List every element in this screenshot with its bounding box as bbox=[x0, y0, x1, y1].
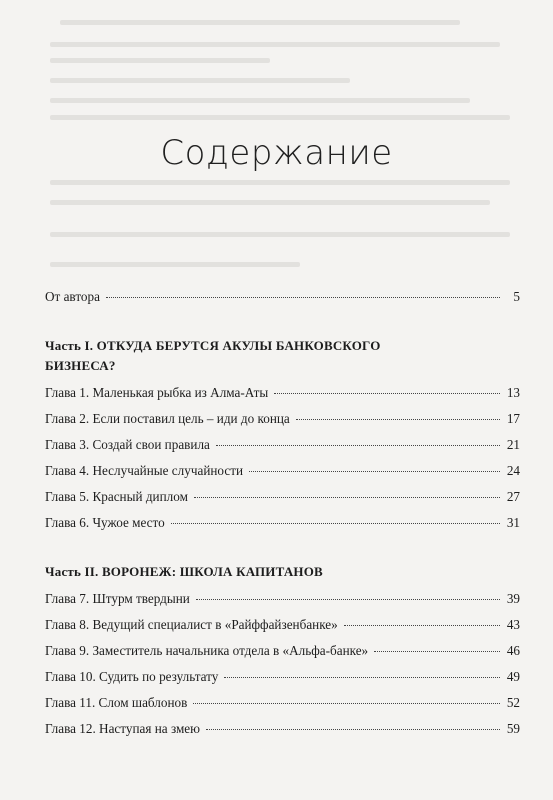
toc-entry-label: Глава 12. Наступая на змею bbox=[45, 721, 201, 736]
toc-entry-label: Глава 2. Если поставил цель – иди до конца bbox=[45, 411, 290, 426]
toc-entry-chapter-2[interactable] bbox=[45, 410, 520, 436]
dot-leader bbox=[344, 625, 500, 626]
toc-entry-page: 31 bbox=[506, 515, 520, 530]
dot-leader bbox=[224, 677, 500, 678]
toc-entry-page: 17 bbox=[506, 411, 520, 426]
toc-entry-page: 52 bbox=[506, 695, 520, 710]
dot-leader bbox=[206, 729, 500, 730]
toc-entry-chapter-1[interactable] bbox=[45, 384, 520, 410]
toc-entry-page: 59 bbox=[506, 721, 520, 736]
toc-entry-intro[interactable] bbox=[45, 288, 520, 314]
dot-leader bbox=[193, 703, 500, 704]
toc-entry-page: 24 bbox=[506, 463, 520, 478]
toc-entry-chapter-11[interactable] bbox=[45, 694, 520, 720]
part-1-heading-line2: БИЗНЕСА? bbox=[45, 358, 116, 373]
toc-entry-chapter-4[interactable] bbox=[45, 462, 520, 488]
toc-entry-chapter-12[interactable] bbox=[45, 720, 520, 746]
toc-entry-chapter-7[interactable] bbox=[45, 590, 520, 616]
dot-leader bbox=[274, 393, 500, 394]
toc-entry-chapter-6[interactable] bbox=[45, 514, 520, 540]
dot-leader bbox=[171, 523, 500, 524]
toc-entry-label: Глава 9. Заместитель начальника отдела в «Альфа-банке» bbox=[45, 643, 369, 658]
toc-entry-page: 43 bbox=[506, 617, 520, 632]
toc-entry-label: От автора bbox=[45, 289, 100, 304]
table-of-contents bbox=[45, 288, 520, 746]
dot-leader bbox=[196, 599, 500, 600]
toc-entry-label: Глава 5. Красный диплом bbox=[45, 489, 188, 504]
toc-entry-page: 21 bbox=[506, 437, 520, 452]
toc-entry-page: 39 bbox=[506, 591, 520, 606]
part-1-heading bbox=[45, 336, 520, 376]
toc-entry-chapter-8[interactable] bbox=[45, 616, 520, 642]
toc-entry-page: 46 bbox=[506, 643, 520, 658]
toc-entry-chapter-9[interactable] bbox=[45, 642, 520, 668]
toc-entry-chapter-10[interactable] bbox=[45, 668, 520, 694]
dot-leader bbox=[296, 419, 500, 420]
toc-entry-chapter-5[interactable] bbox=[45, 488, 520, 514]
toc-entry-chapter-3[interactable] bbox=[45, 436, 520, 462]
part-1-heading-line1: Часть I. ОТКУДА БЕРУТСЯ АКУЛЫ БАНКОВСКОГО bbox=[45, 338, 381, 353]
toc-entry-label: Глава 8. Ведущий специалист в «Райффайзенбанке» bbox=[45, 617, 338, 632]
toc-entry-label: Глава 11. Слом шаблонов bbox=[45, 695, 188, 710]
toc-entry-page: 49 bbox=[506, 669, 520, 684]
toc-entry-label: Глава 3. Создай свои правила bbox=[45, 437, 210, 452]
dot-leader bbox=[249, 471, 500, 472]
part-2-heading: Часть II. ВОРОНЕЖ: ШКОЛА КАПИТАНОВ bbox=[45, 564, 323, 579]
page-title: Содержание bbox=[160, 133, 393, 173]
toc-entry-label: Глава 10. Судить по результату bbox=[45, 669, 219, 684]
dot-leader bbox=[216, 445, 500, 446]
toc-entry-page: 27 bbox=[506, 489, 520, 504]
dot-leader bbox=[106, 297, 500, 298]
toc-entry-page: 5 bbox=[513, 289, 520, 304]
toc-entry-label: Глава 6. Чужое место bbox=[45, 515, 165, 530]
toc-entry-label: Глава 4. Неслучайные случайности bbox=[45, 463, 244, 478]
dot-leader bbox=[374, 651, 500, 652]
toc-entry-page: 13 bbox=[506, 385, 520, 400]
toc-entry-label: Глава 7. Штурм твердыни bbox=[45, 591, 190, 606]
toc-entry-label: Глава 1. Маленькая рыбка из Алма-Аты bbox=[45, 385, 269, 400]
dot-leader bbox=[194, 497, 500, 498]
